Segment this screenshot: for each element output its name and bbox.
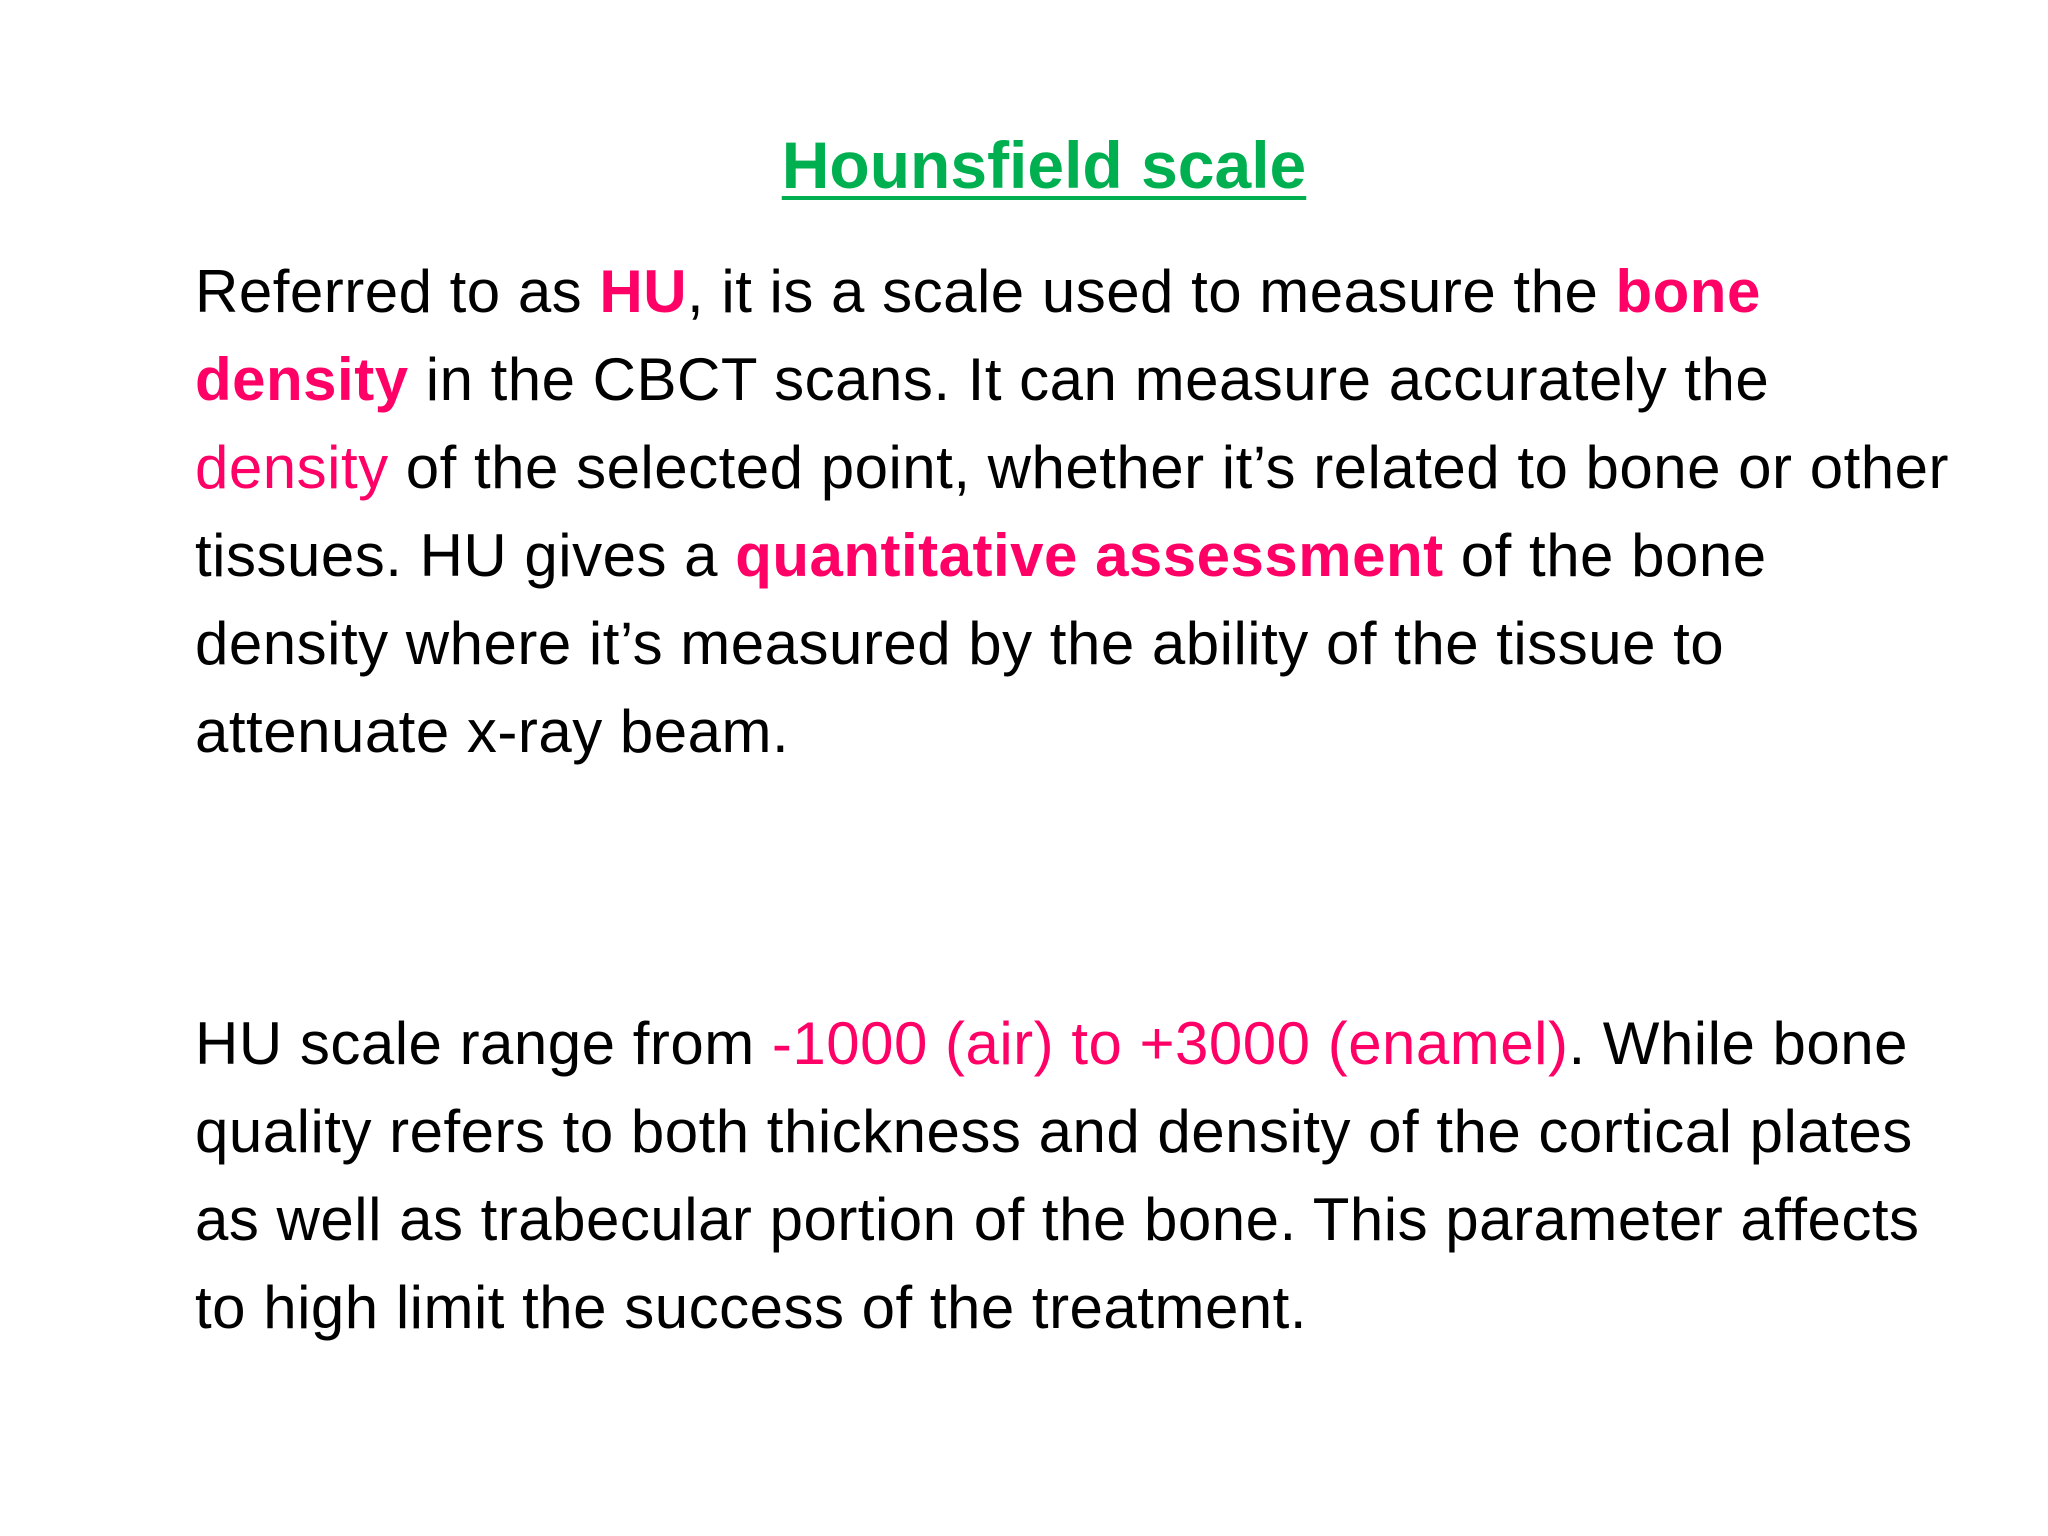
text-run: , it is a scale used to measure the bbox=[687, 258, 1616, 325]
text-run: of the bone density where it’s measured by the ability of the tissue to attenuate x-ray beam. bbox=[195, 522, 1767, 765]
text-run: . While bone quality refers to both thickness and density of the cortical plates as well as trabecular portion of the bone. This parameter affects to high limit the success of the treatment. bbox=[195, 1010, 1920, 1341]
highlight-hu: HU bbox=[599, 258, 688, 325]
text-run: in the CBCT scans. It can measure accurately the bbox=[408, 346, 1770, 413]
paragraph-range bbox=[195, 1000, 1955, 1352]
highlight-quantitative-assessment: quantitative assessment bbox=[735, 522, 1444, 589]
text-run: HU scale range from bbox=[195, 1010, 772, 1077]
paragraph-definition bbox=[195, 248, 1955, 776]
text-run: Referred to as bbox=[195, 258, 600, 325]
highlight-range: -1000 (air) to +3000 (enamel) bbox=[771, 1010, 1569, 1077]
highlight-density: density bbox=[195, 434, 389, 501]
text-run: of the selected point, whether it’s related to bone or other tissues. HU gives a bbox=[195, 434, 1949, 589]
slide-title: Hounsfield scale bbox=[781, 128, 1307, 202]
highlight-bone-density: bone density bbox=[195, 258, 1761, 413]
